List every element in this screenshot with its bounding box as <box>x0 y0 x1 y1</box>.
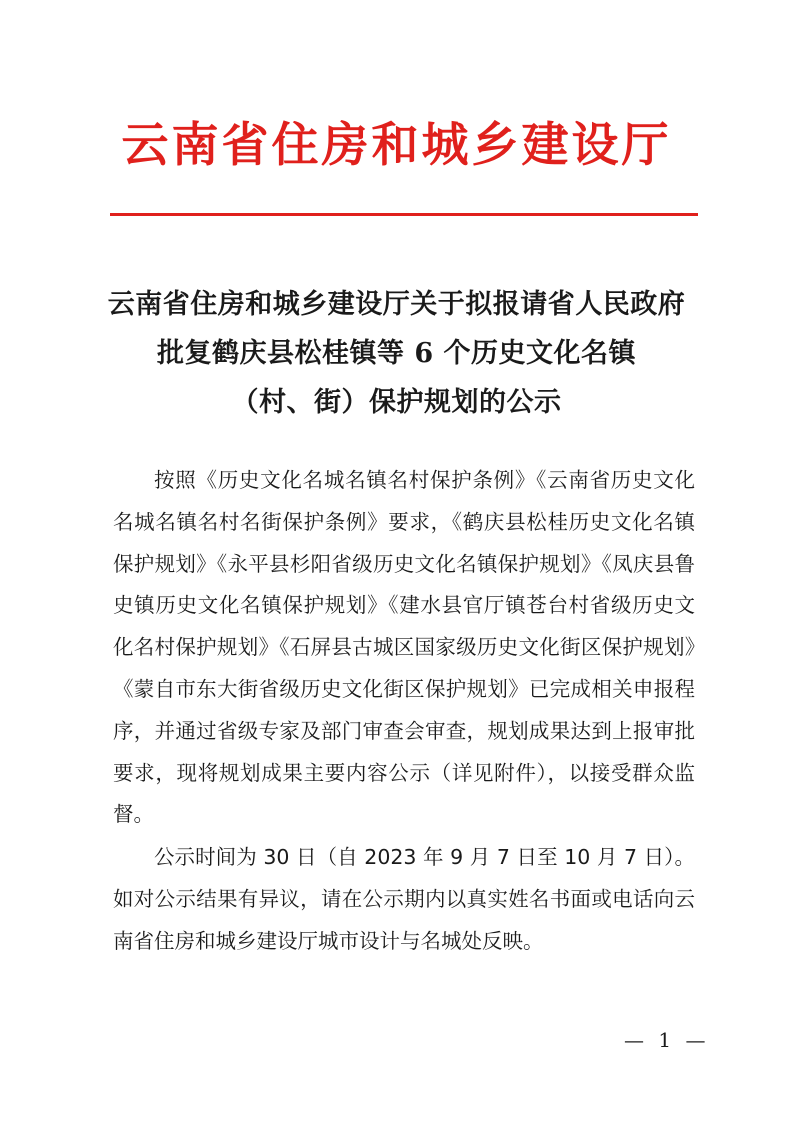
issuing-agency-header: 云南省住房和城乡建设厅 <box>121 118 672 173</box>
document-title-line-3: （村、街）保护规划的公示 <box>231 387 562 418</box>
page-number: — 1 — <box>624 1028 710 1052</box>
body-paragraph-1: 按照《历史文化名城名镇名村保护条例》《云南省历史文化名城名镇名村名街保护条例》要求，《鹤庆县松桂历史文化名镇保护规划》《永平县杉阳省级历史文化名镇保护规划》《凤庆县鲁史镇历史文化名镇保护规划》《建水县官厅镇苍台村省级历史文化名村保护规划》《石屏县古城区国家级历史文化街区保护规划》《蒙自市东大街省级历史文化街区保护规划》已完成相关申报程序，并通过省级专家及部门审查会审查，规划成果达到上报审批要求，现将规划成果主要内容公示（详见附件），以接受群众监督。 <box>113 468 695 827</box>
red-divider-line <box>110 213 698 216</box>
document-title-line-2: 批复鹤庆县松桂镇等 6 个历史文化名镇 <box>156 338 637 369</box>
body-paragraph-2: 公示时间为 30 日（自 2023 年 9 月 7 日至 10 月 7 日）。如对公示结果有异议，请在公示期内以真实姓名书面或电话向云南省住房和城乡建设厅城市设计与名城处反映。 <box>113 845 695 953</box>
document-title-line-1: 云南省住房和城乡建设厅关于拟报请省人民政府 <box>107 289 686 320</box>
